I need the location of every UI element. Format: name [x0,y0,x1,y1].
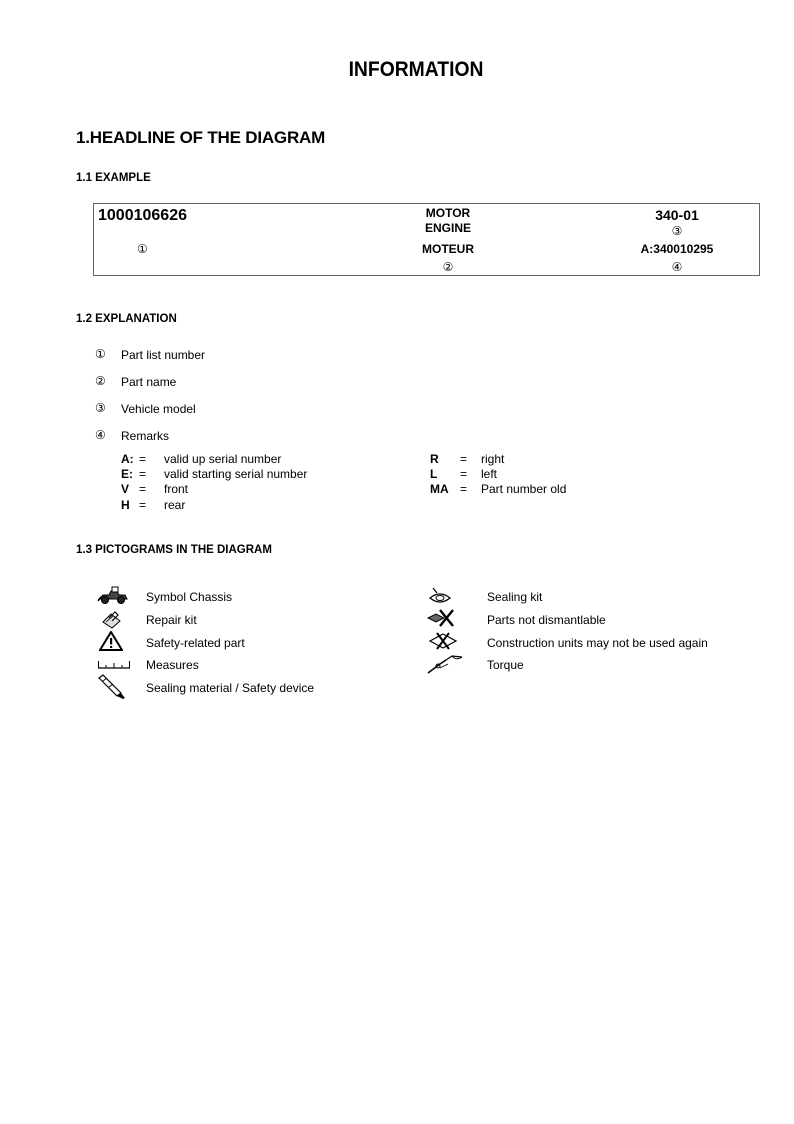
ruler-icon [97,658,131,670]
marker-2: ② [442,260,454,274]
remark-equals: = [139,482,147,496]
section-heading-headline: 1.HEADLINE OF THE DIAGRAM [76,128,326,147]
pictograms-heading: 1.3 PICTOGRAMS IN THE DIAGRAM [76,544,272,556]
remark-key-l: L [430,467,438,481]
no-reuse-icon [427,631,459,651]
example-heading: 1.1 EXAMPLE [76,172,151,184]
remark-key-a: A: [121,452,134,466]
pictogram-label-repair-kit: Repair kit [146,613,197,627]
explanation-label-part-list-number: Part list number [121,348,206,362]
marker-1: ① [137,242,148,256]
remark-equals: = [460,452,468,466]
explanation-marker-2: ② [95,374,106,388]
remark-key-v: V [121,482,130,496]
torque-wrench-icon [426,652,466,676]
pictogram-label-sealing-kit: Sealing kit [487,590,543,604]
not-dismantlable-icon [426,608,456,628]
pictogram-label-sealing-material: Sealing material / Safety device [146,681,315,695]
pictogram-label-chassis: Symbol Chassis [146,590,233,604]
sealant-tube-icon [97,674,127,700]
remark-key-e: E: [121,467,133,481]
remark-value-l: left [481,467,498,481]
warning-triangle-icon [99,631,123,651]
part-list-number: 1000106626 [98,207,187,224]
remark-value-ma: Part number old [481,482,567,496]
pictogram-label-not-dismantlable: Parts not dismantlable [487,613,606,627]
vehicle-model: 340-01 [655,207,699,223]
remark-key-ma: MA [430,482,449,496]
remark-value: A:340010295 [640,242,714,256]
explanation-marker-1: ① [95,347,106,361]
remark-equals: = [139,452,147,466]
chassis-icon [97,585,129,605]
remark-value-e: valid starting serial number [164,467,308,481]
pictogram-label-measures: Measures [146,658,199,672]
remark-value-a: valid up serial number [164,452,282,466]
remark-equals: = [460,482,468,496]
page-title: INFORMATION [348,58,484,81]
part-name-line3: MOTEUR [422,242,474,256]
remark-equals: = [139,467,147,481]
explanation-marker-4: ④ [95,428,106,442]
part-name-line2: ENGINE [424,221,471,235]
remark-equals: = [139,498,147,512]
explanation-marker-3: ③ [95,401,106,415]
repair-kit-icon [100,609,124,629]
pictogram-label-torque: Torque [487,658,524,672]
pictogram-label-no-reuse: Construction units may not be used again [487,636,708,650]
part-name-line1: MOTOR [425,206,471,220]
remark-value-h: rear [164,498,186,512]
marker-4: ④ [671,260,683,274]
sealing-kit-icon [427,586,453,606]
remark-value-v: front [164,482,189,496]
explanation-label-remarks: Remarks [121,429,170,443]
explanation-label-vehicle-model: Vehicle model [121,402,196,416]
remark-key-h: H [121,498,130,512]
marker-3: ③ [671,224,683,238]
remark-equals: = [460,467,468,481]
explanation-heading: 1.2 EXPLANATION [76,313,177,325]
explanation-label-part-name: Part name [121,375,177,389]
remark-value-r: right [481,452,505,466]
pictogram-label-safety: Safety-related part [146,636,245,650]
remark-key-r: R [430,452,439,466]
